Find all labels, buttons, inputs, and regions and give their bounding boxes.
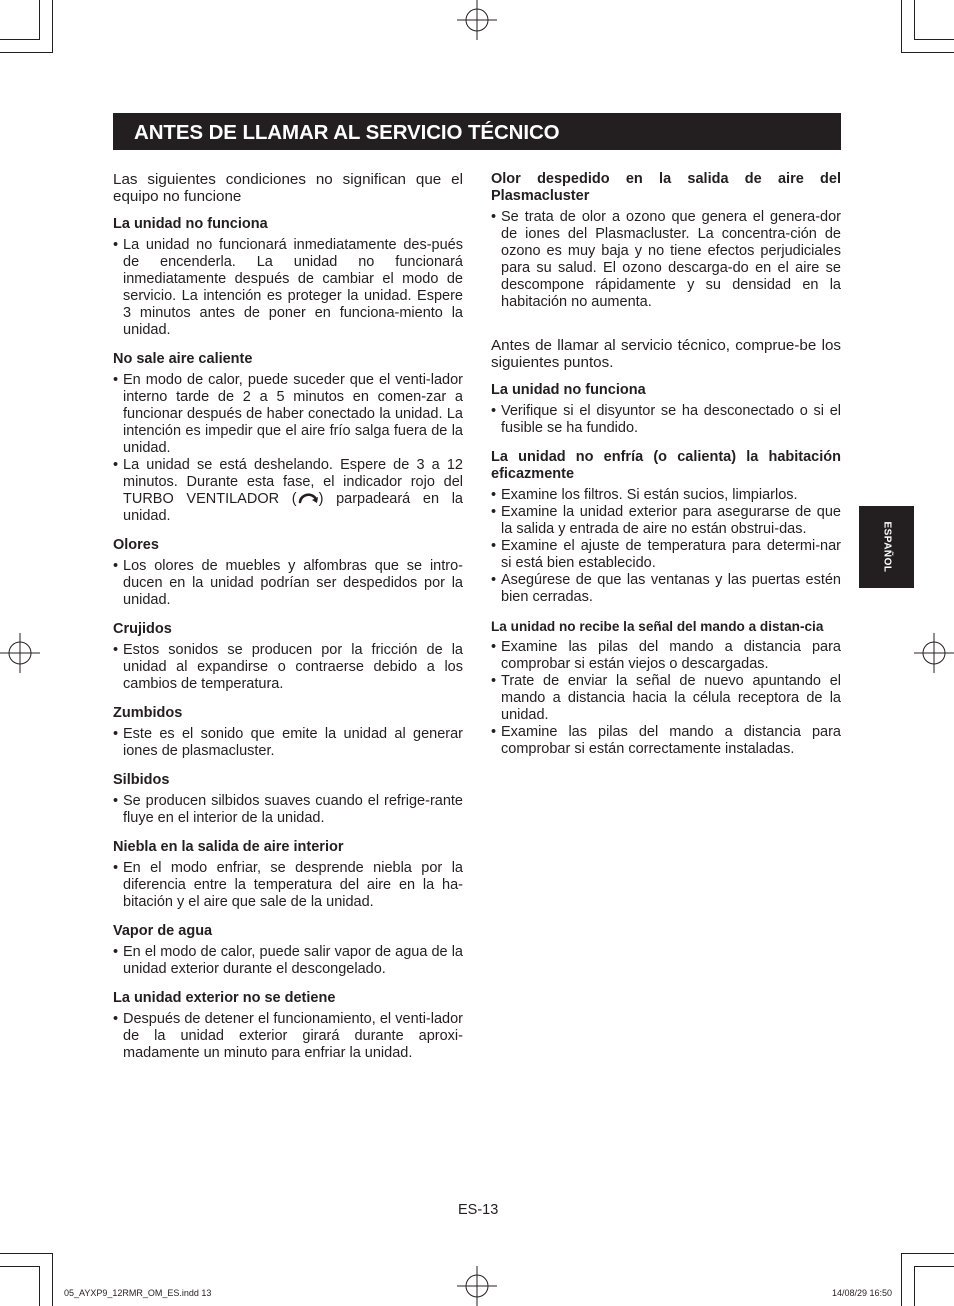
crop-mark bbox=[39, 0, 40, 40]
bullet-item: • Verifique si el disyuntor se ha desconectado o si el fusible se ha fundido. bbox=[491, 403, 841, 437]
bullet-item: • Examine el ajuste de temperatura para determi-nar si está bien establecido. bbox=[491, 538, 841, 572]
registration-mark-icon bbox=[914, 633, 954, 673]
registration-mark-icon bbox=[457, 0, 497, 40]
crop-mark bbox=[52, 1253, 53, 1306]
bullet-item: • Estos sonidos se producen por la fricción de la unidad al expandirse o contraerse debido a los cambios de temperatura. bbox=[113, 642, 463, 693]
bullet-item: • Examine la unidad exterior para asegurarse de que la salida y entrada de aire no están obstrui-das. bbox=[491, 504, 841, 538]
section-heading: Vapor de agua bbox=[113, 923, 213, 939]
bullet-item: • Examine las pilas del mando a distancia para comprobar si están viejos o descargadas. bbox=[491, 639, 841, 673]
section bbox=[113, 923, 463, 978]
crop-mark bbox=[0, 52, 53, 53]
bullet-item: • Asegúrese de que las ventanas y las puertas estén bien cerradas. bbox=[491, 572, 841, 606]
crop-mark bbox=[39, 1266, 40, 1306]
crop-mark bbox=[914, 0, 915, 40]
section-heading: Silbidos bbox=[113, 772, 170, 788]
crop-mark bbox=[0, 39, 40, 40]
footer-file: 05_AYXP9_12RMR_OM_ES.indd 13 bbox=[64, 1288, 212, 1298]
bullet-text: La unidad se está deshelando. Espere de 3 a 12 minutos. Durante esta fase, el indicador rojo del TURBO VENTILADOR ( bbox=[123, 457, 463, 507]
section bbox=[491, 449, 841, 606]
crop-mark bbox=[901, 0, 902, 53]
bullet-item: • En el modo enfriar, se desprende niebla por la diferencia entre la temperatura del aire en la ha-bitación y el aire que sale de la unidad. bbox=[113, 860, 463, 911]
bullet-item: • Los olores de muebles y alfombras que se intro-ducen en la unidad podrían ser despedidos por la unidad. bbox=[113, 558, 463, 609]
section-heading: Olor despedido en la salida de aire del Plasmacluster bbox=[491, 171, 841, 204]
bullet-item: • Examine los filtros. Si están sucios, limpiarlos. bbox=[491, 487, 841, 504]
crop-mark bbox=[0, 1253, 53, 1254]
section bbox=[113, 990, 463, 1062]
crop-mark bbox=[901, 52, 954, 53]
bullet-item: • En modo de calor, puede suceder que el venti-lador interno tarde de 2 a 5 minutos en comen-zar a funcionar después de haber conectado la unidad. La intención es impedir que el aire frío salga fuera de la unidad. bbox=[113, 372, 463, 457]
section-heading: La unidad no enfría (o calienta) la habitación eficazmente bbox=[491, 449, 841, 482]
left-column bbox=[113, 171, 463, 1074]
bullet-item: • Examine las pilas del mando a distancia para comprobar si están correctamente instaladas. bbox=[491, 724, 841, 758]
section-heading: La unidad no recibe la señal del mando a distan-cia bbox=[491, 619, 824, 634]
section bbox=[113, 537, 463, 609]
page-title: ANTES DE LLAMAR AL SERVICIO TÉCNICO bbox=[113, 113, 841, 150]
intro-text: Las siguientes condiciones no significan que el equipo no funcione bbox=[113, 171, 463, 205]
section-heading: Olores bbox=[113, 537, 159, 553]
section bbox=[113, 705, 463, 760]
section-heading: La unidad no funciona bbox=[113, 216, 268, 232]
crop-mark bbox=[901, 1253, 954, 1254]
section bbox=[113, 839, 463, 911]
turbo-fan-icon bbox=[297, 491, 319, 505]
section-heading: Zumbidos bbox=[113, 705, 183, 721]
registration-mark-icon bbox=[0, 633, 40, 673]
section-heading: No sale aire caliente bbox=[113, 351, 253, 367]
bullet-item: • Trate de enviar la señal de nuevo apuntando el mando a distancia hacia la célula receptora de la unidad. bbox=[491, 673, 841, 724]
bullet-text: ) parpadeará en la unidad. bbox=[123, 491, 463, 524]
section bbox=[113, 216, 463, 339]
bullet-item: • Este es el sonido que emite la unidad al generar iones de plasmacluster. bbox=[113, 726, 463, 760]
section bbox=[491, 382, 841, 437]
section bbox=[491, 618, 841, 758]
section bbox=[491, 171, 841, 311]
section-heading: La unidad exterior no se detiene bbox=[113, 990, 336, 1006]
bullet-item: • En el modo de calor, puede salir vapor de agua de la unidad exterior durante el descongelado. bbox=[113, 944, 463, 978]
bullet-item: • La unidad no funcionará inmediatamente des-pués de encenderla. La unidad no funcionará inmediatamente después de cambiar el modo de servicio. La intención es proteger la unidad. Espere 3 minutos antes de poner en funciona-miento la unidad. bbox=[113, 237, 463, 339]
intro-text-service: Antes de llamar al servicio técnico, comprue-be los siguientes puntos. bbox=[491, 337, 841, 371]
language-tab-label: ESPAÑOL bbox=[881, 521, 892, 573]
bullet-item: • Se producen silbidos suaves cuando el refrige-rante fluye en el interior de la unidad. bbox=[113, 793, 463, 827]
section-heading: Crujidos bbox=[113, 621, 172, 637]
language-tab bbox=[859, 506, 914, 588]
bullet-item: • Después de detener el funcionamiento, el venti-lador de la unidad exterior girará durante aproxi-madamente un minuto para enfriar la unidad. bbox=[113, 1011, 463, 1062]
registration-mark-icon bbox=[457, 1266, 497, 1306]
right-checklist-sections bbox=[491, 382, 841, 758]
section bbox=[113, 772, 463, 827]
crop-mark bbox=[52, 0, 53, 53]
crop-mark bbox=[914, 1266, 954, 1267]
section-heading: Niebla en la salida de aire interior bbox=[113, 839, 344, 855]
footer-date: 14/08/29 16:50 bbox=[832, 1288, 893, 1298]
right-column bbox=[491, 171, 841, 770]
crop-mark bbox=[901, 1253, 902, 1306]
crop-mark bbox=[914, 1266, 915, 1306]
bullet-item: • Se trata de olor a ozono que genera el genera-dor de iones del Plasmacluster. La concentra-ción de ozono es muy baja y no tiene efectos perjudiciales para su salud. El ozono descarga-do en el aire se descompone rápidamente y su densidad en la habitación no aumenta. bbox=[491, 209, 841, 311]
crop-mark bbox=[0, 1266, 40, 1267]
crop-mark bbox=[914, 39, 954, 40]
bullet-item bbox=[113, 457, 463, 525]
section bbox=[113, 351, 463, 525]
section bbox=[113, 621, 463, 693]
right-top-sections bbox=[491, 171, 841, 311]
page-number: ES-13 bbox=[458, 1202, 499, 1218]
section-heading: La unidad no funciona bbox=[491, 382, 646, 398]
